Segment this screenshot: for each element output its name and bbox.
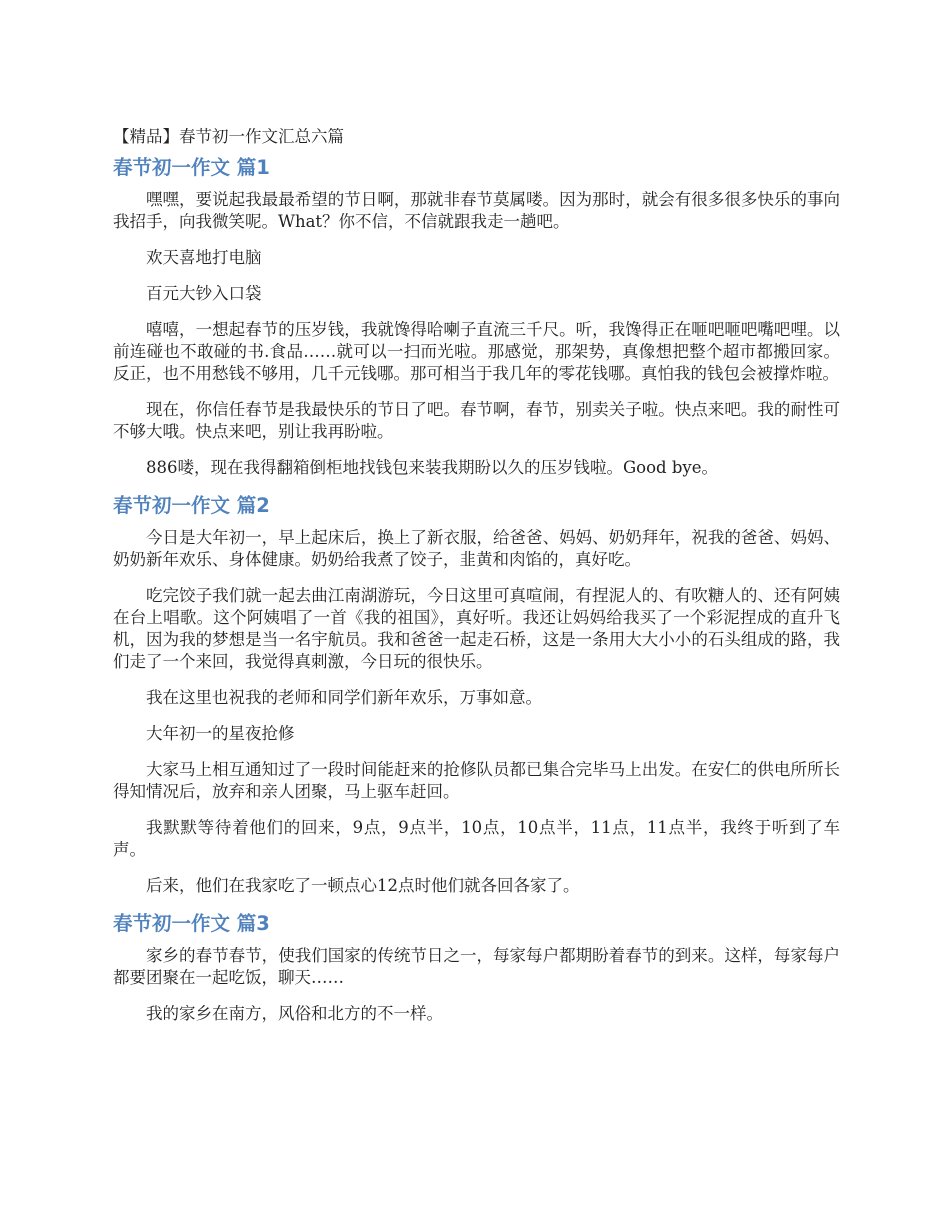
section-heading: 春节初一作文 篇3 [113, 912, 270, 935]
paragraph: 我默默等待着他们的回来，9点，9点半，10点，10点半，11点，11点半，我终于听到了车声。 [113, 818, 840, 859]
paragraph: 今日是大年初一，早上起床后，换上了新衣服，给爸爸、妈妈、奶奶拜年，祝我的爸爸、妈妈、奶奶新年欢乐、身体健康。奶奶给我煮了饺子，韭黄和肉馅的，真好吃。 [113, 528, 840, 569]
document-title: 【精品】春节初一作文汇总六篇 [113, 127, 344, 146]
essay-section-1 [113, 155, 840, 479]
paragraph: 大年初一的星夜抢修 [146, 724, 295, 743]
paragraph: 百元大钞入口袋 [146, 284, 262, 303]
paragraph: 大家马上相互通知过了一段时间能赶来的抢修队员都已集合完毕马上出发。在安仁的供电所所长得知情况后，放弃和亲人团聚，马上驱车赶回。 [113, 760, 840, 801]
essay-section-2 [113, 493, 840, 897]
section-heading: 春节初一作文 篇1 [113, 156, 270, 179]
sections-container [113, 155, 840, 1025]
document-page [113, 125, 840, 1039]
paragraph: 嘻嘻，一想起春节的压岁钱，我就馋得哈喇子直流三千尺。听，我馋得正在咂吧咂吧嘴吧哩。以前连碰也不敢碰的书.食品……就可以一扫而光啦。那感觉，那架势，真像想把整个超市都搬回家。反正，也不用愁钱不够用，几千元钱哪。那可相当于我几年的零花钱哪。真怕我的钱包会被撑炸啦。 [113, 320, 840, 383]
paragraph: 欢天喜地打电脑 [146, 248, 262, 267]
section-heading: 春节初一作文 篇2 [113, 494, 270, 517]
paragraph: 我在这里也祝我的老师和同学们新年欢乐，万事如意。 [146, 688, 542, 707]
paragraph: 吃完饺子我们就一起去曲江南湖游玩，今日这里可真喧闹，有捏泥人的、有吹糖人的、还有阿姨在台上唱歌。这个阿姨唱了一首《我的祖国》，真好听。我还让妈妈给我买了一个彩泥捏成的直升飞机，因为我的梦想是当一名宇航员。我和爸爸一起走石桥，这是一条用大大小小的石头组成的路，我们走了一个来回，我觉得真刺激，今日玩的很快乐。 [113, 586, 840, 671]
paragraph: 我的家乡在南方，风俗和北方的不一样。 [146, 1004, 443, 1023]
paragraph: 886喽，现在我得翻箱倒柜地找钱包来装我期盼以久的压岁钱啦。Good bye。 [146, 458, 718, 477]
paragraph: 后来，他们在我家吃了一顿点心12点时他们就各回各家了。 [146, 876, 580, 895]
paragraph: 家乡的春节春节，使我们国家的传统节日之一，每家每户都期盼着春节的到来。这样，每家每户都要团聚在一起吃饭，聊天…… [113, 946, 840, 987]
paragraph: 嘿嘿，要说起我最最希望的节日啊，那就非春节莫属喽。因为那时，就会有很多很多快乐的事向我招手，向我微笑呢。What？你不信，不信就跟我走一趟吧。 [113, 190, 840, 231]
paragraph: 现在，你信任春节是我最快乐的节日了吧。春节啊，春节，别卖关子啦。快点来吧。我的耐性可不够大哦。快点来吧，别让我再盼啦。 [113, 400, 840, 441]
essay-section-3 [113, 911, 840, 1025]
